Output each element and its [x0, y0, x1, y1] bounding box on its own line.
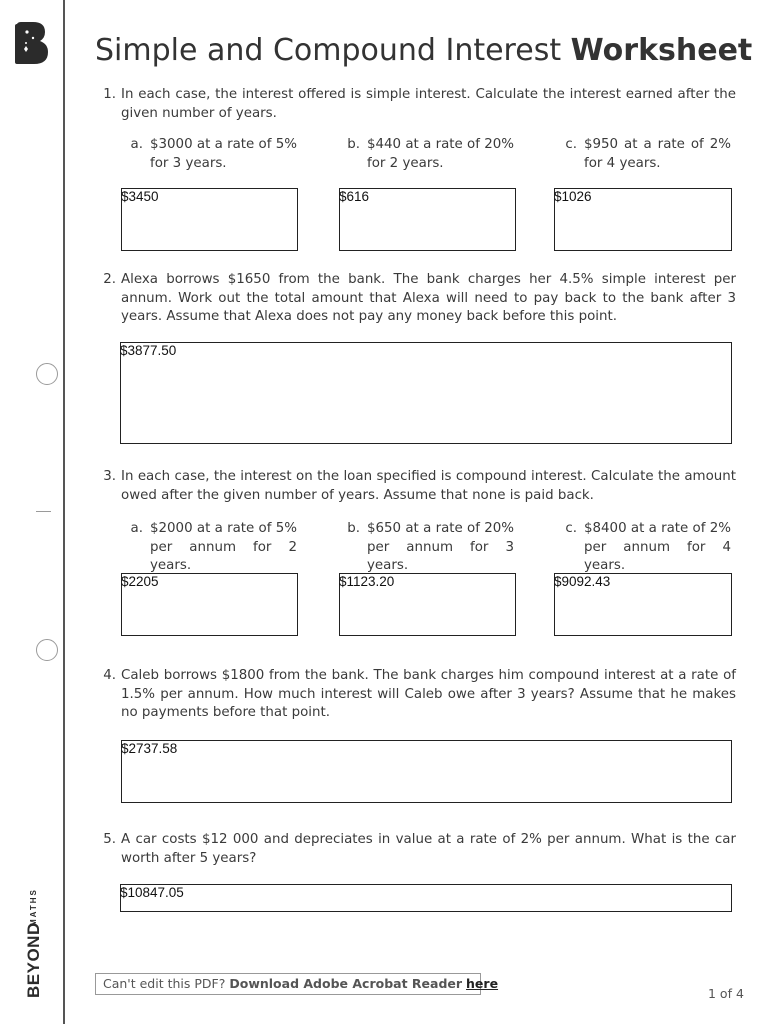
answer-field-2[interactable]	[120, 342, 732, 444]
notice-action: Download Adobe Acrobat Reader	[229, 976, 463, 991]
answer-value: $3877.50	[120, 343, 177, 358]
question-text: Alexa borrows $1650 from the bank. The bank charges her 4.5% simple interest per annum. Work out the total amount that Alexa will need to pay back to the bank after 3 years. Assume that Alexa does not pay any money back before this point.	[121, 272, 736, 325]
answer-field-3a[interactable]	[121, 573, 298, 636]
notice-prefix: Can't edit this PDF?	[103, 976, 226, 991]
answer-value: $2205	[121, 574, 159, 589]
answer-field-1c[interactable]	[554, 188, 732, 251]
question-number: 1.	[103, 87, 116, 102]
part-3a	[121, 520, 297, 576]
part-letter: b.	[347, 521, 360, 536]
page-number: 1 of 4	[708, 986, 744, 1001]
part-letter: b.	[347, 137, 360, 152]
part-3b	[338, 520, 514, 576]
punch-hole-top	[36, 363, 58, 385]
question-number: 3.	[103, 469, 116, 484]
part-1b	[338, 136, 514, 173]
answer-field-1b[interactable]	[339, 188, 516, 251]
part-text: $650 at a rate of 20% per annum for 3 years.	[367, 521, 514, 574]
part-letter: c.	[565, 137, 577, 152]
question-text: In each case, the interest offered is simple interest. Calculate the interest earned after the given number of years.	[121, 87, 736, 121]
question-number: 5.	[103, 832, 116, 847]
part-3c	[555, 520, 731, 576]
part-text: $3000 at a rate of 5% for 3 years.	[150, 137, 297, 171]
question-text: A car costs $12 000 and depreciates in value at a rate of 2% per annum. What is the car worth after 5 years?	[121, 832, 736, 866]
question-text: In each case, the interest on the loan specified is compound interest. Calculate the amount owed after the given number of years. Assume that none is paid back.	[121, 469, 736, 503]
answer-field-4[interactable]	[121, 740, 732, 803]
punch-hole-bottom	[36, 639, 58, 661]
answer-value: $9092.43	[554, 574, 611, 589]
question-5	[96, 831, 736, 868]
question-text: Caleb borrows $1800 from the bank. The bank charges him compound interest at a rate of 1.5% per annum. How much interest will Caleb owe after 3 years? Assume that he makes no payments before that point.	[121, 668, 736, 721]
answer-value: $3450	[121, 189, 159, 204]
part-text: $8400 at a rate of 2% per annum for 4 years.	[584, 521, 731, 574]
answer-field-5[interactable]	[120, 884, 732, 912]
brand-word: BEYOND	[24, 922, 43, 998]
part-text: $440 at a rate of 20% for 2 years.	[367, 137, 514, 171]
question-1	[96, 86, 736, 123]
question-3	[96, 468, 736, 505]
title-bold: Worksheet	[570, 33, 753, 68]
part-1c	[555, 136, 731, 173]
answer-value: $10847.05	[120, 885, 184, 900]
margin-line	[63, 0, 65, 1024]
answer-field-3b[interactable]	[339, 573, 516, 636]
answer-value: $1026	[554, 189, 592, 204]
question-number: 4.	[103, 668, 116, 683]
download-link[interactable]: here	[466, 976, 499, 991]
question-2	[96, 271, 736, 327]
part-text: $2000 at a rate of 5% per annum for 2 years.	[150, 521, 297, 574]
answer-value: $2737.58	[121, 741, 178, 756]
part-letter: a.	[130, 137, 143, 152]
brand-sub: MATHS	[29, 888, 38, 926]
question-4	[96, 667, 736, 723]
title-main: Simple and Compound Interest	[95, 33, 562, 68]
answer-field-3c[interactable]	[554, 573, 732, 636]
question-number: 2.	[103, 272, 116, 287]
part-1a	[121, 136, 297, 173]
acrobat-notice	[95, 973, 499, 995]
part-text: $950 at a rate of 2% for 4 years.	[584, 137, 731, 171]
part-letter: a.	[130, 521, 143, 536]
answer-value: $1123.20	[339, 574, 395, 589]
answer-field-1a[interactable]	[121, 188, 298, 251]
part-letter: c.	[565, 521, 577, 536]
beyond-maths-brand	[22, 860, 46, 1000]
fold-mark	[36, 511, 51, 512]
page-title	[95, 33, 752, 68]
beyond-logo-icon	[14, 21, 50, 65]
answer-value: $616	[339, 189, 370, 204]
